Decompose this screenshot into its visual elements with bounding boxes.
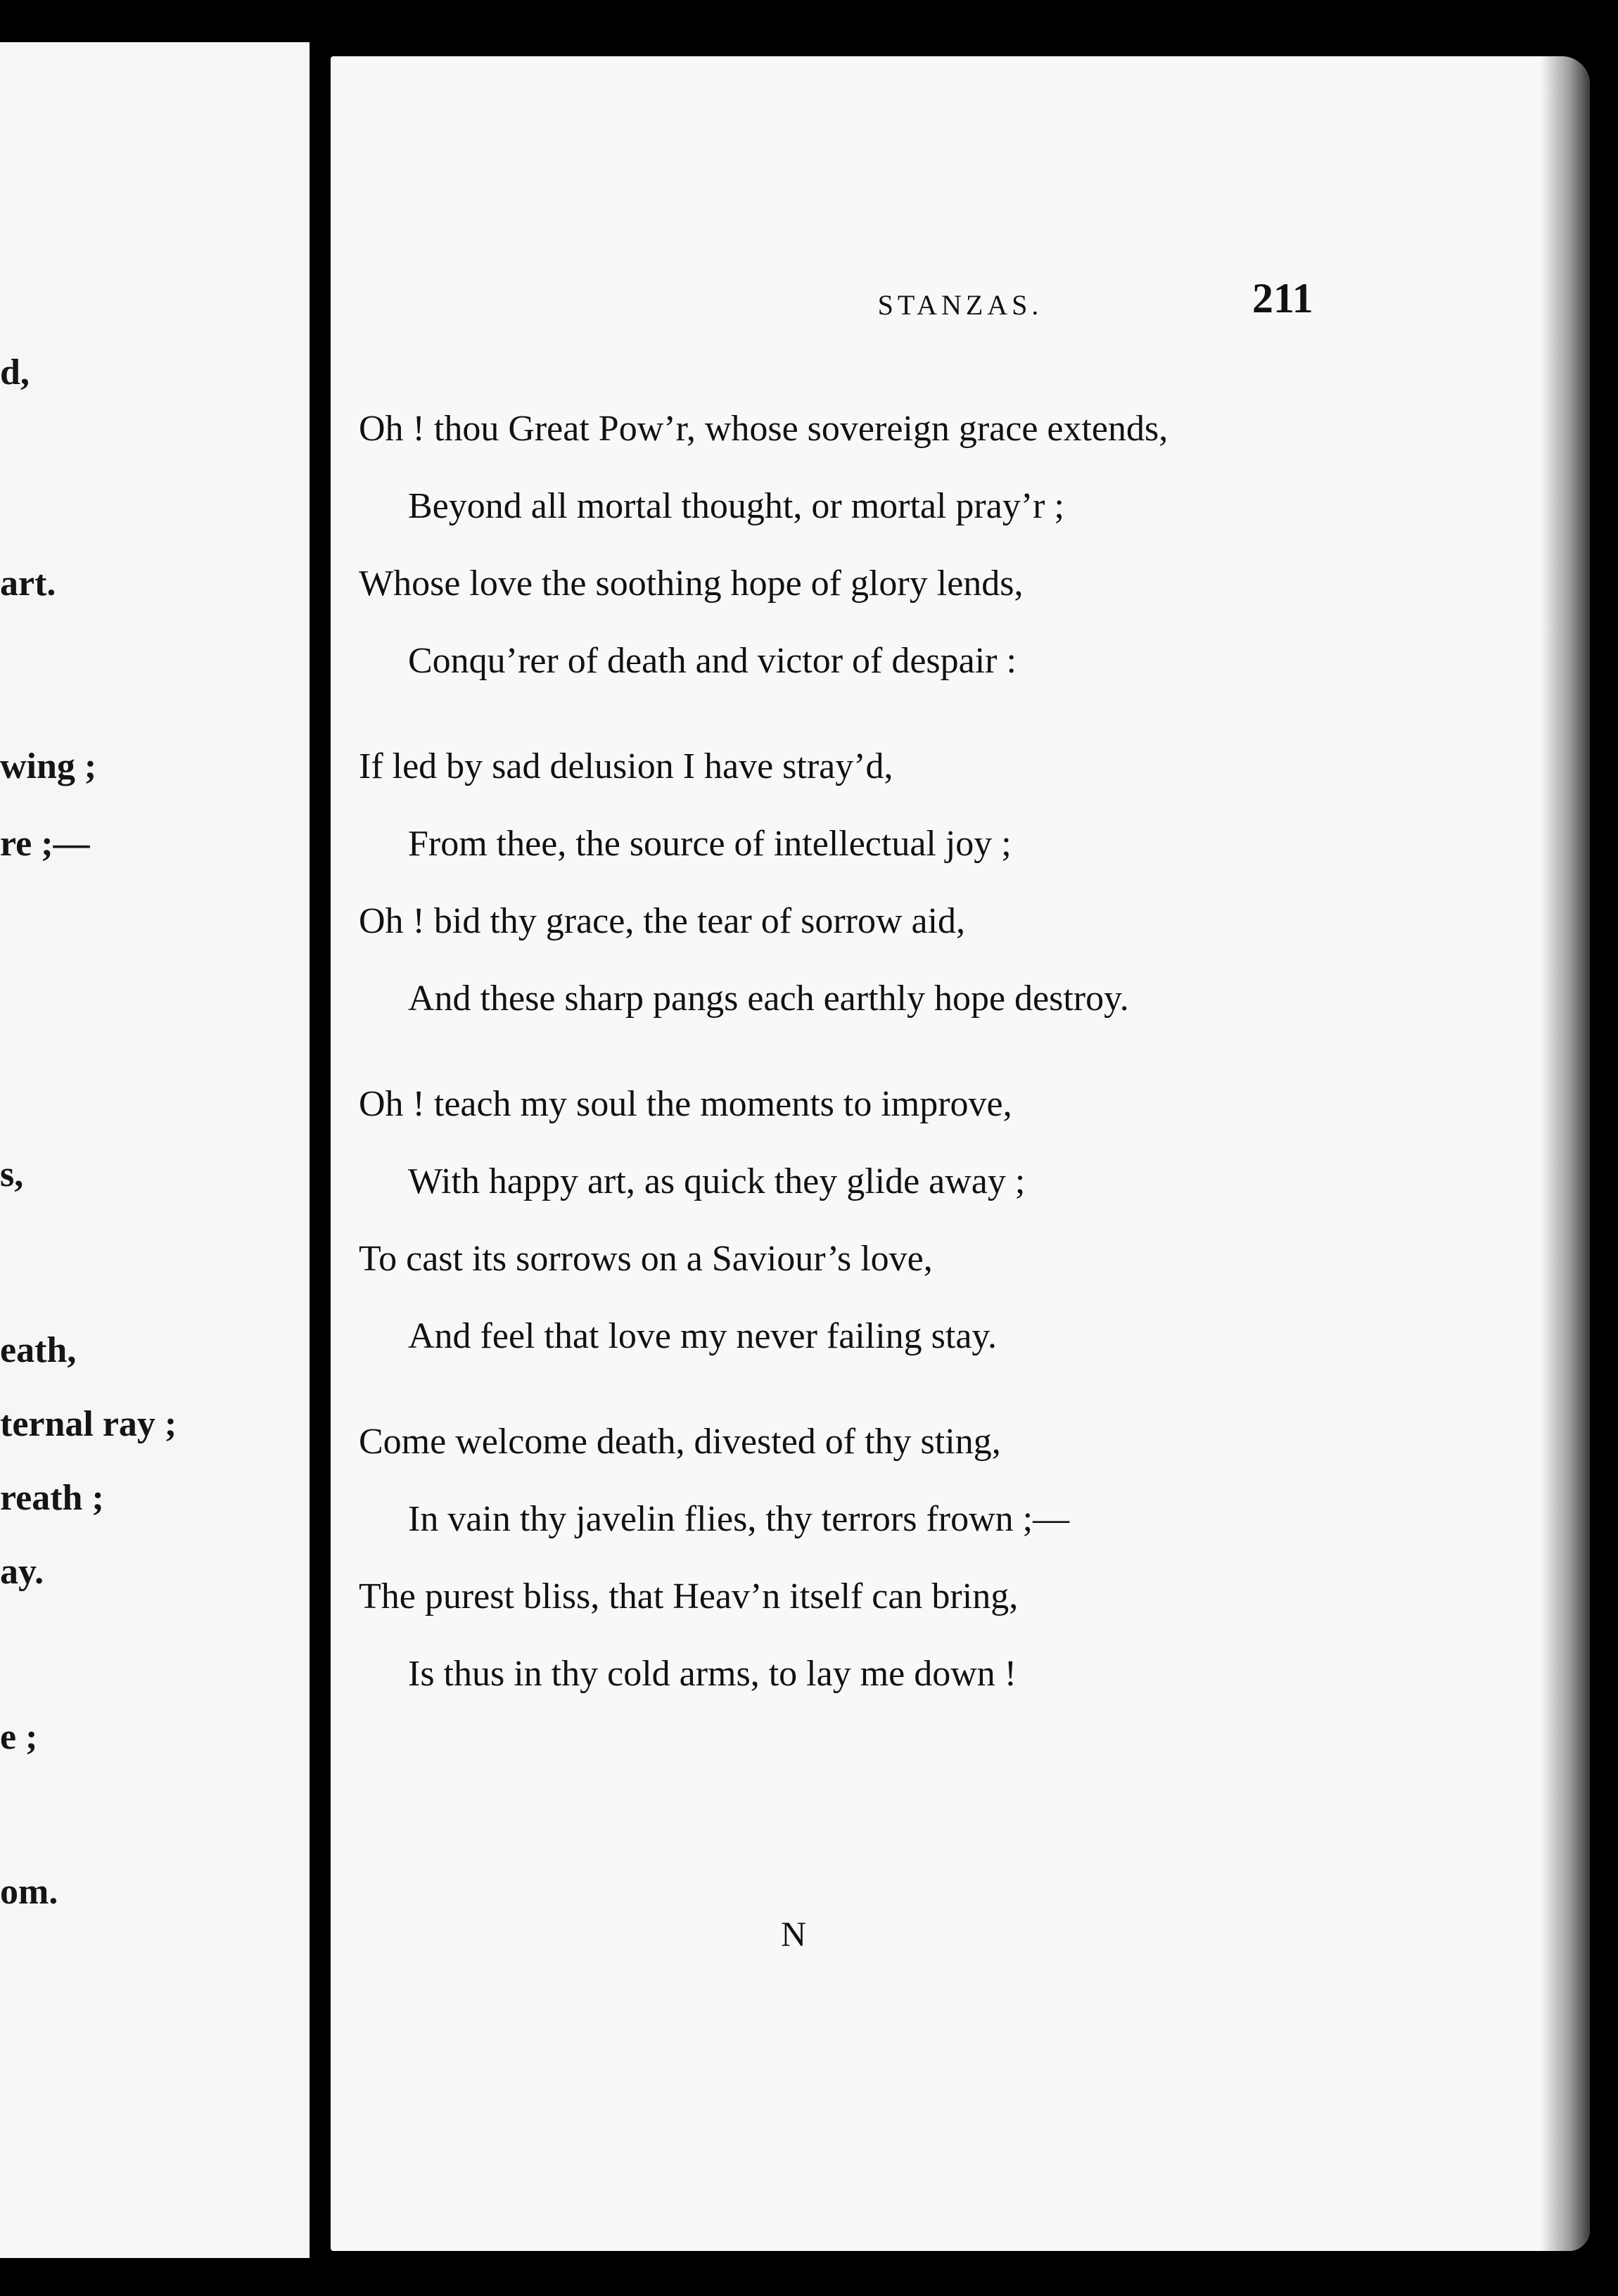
poem-line: To cast its sorrows on a Saviour’s love, <box>359 1239 933 1279</box>
poem-line: Oh ! teach my soul the moments to improve, <box>359 1084 1012 1124</box>
book-spine-gutter <box>310 28 331 2279</box>
poem-line: Come welcome death, divested of thy sting, <box>359 1422 1001 1462</box>
left-page-fragment: re ;— <box>0 824 90 864</box>
poem-line: Beyond all mortal thought, or mortal pray’r ; <box>408 486 1064 526</box>
poem-line: Conqu’rer of death and victor of despair : <box>408 641 1017 681</box>
poem-line: If led by sad delusion I have stray’d, <box>359 746 893 786</box>
poem-line: And feel that love my never failing stay. <box>408 1316 998 1356</box>
left-facing-page <box>0 42 310 2258</box>
signature-mark: N <box>781 1914 807 1953</box>
left-page-fragment: art. <box>0 563 56 604</box>
page-number: 211 <box>1252 275 1313 321</box>
poem-line: In vain thy javelin flies, thy terrors frown ;— <box>408 1499 1070 1539</box>
page-edge-shadow <box>1541 56 1590 2251</box>
poem-line: Whose love the soothing hope of glory lends, <box>359 563 1024 604</box>
poem-line: Is thus in thy cold arms, to lay me down ! <box>408 1654 1017 1694</box>
poem-line: The purest bliss, that Heav’n itself can bring, <box>359 1576 1019 1616</box>
left-page-fragment: e ; <box>0 1717 38 1757</box>
poem-line: With happy art, as quick they glide away ; <box>408 1161 1026 1201</box>
left-page-fragment: eath, <box>0 1330 77 1370</box>
left-page-fragment: ternal ray ; <box>0 1404 177 1444</box>
poem-line: Oh ! thou Great Pow’r, whose sovereign grace extends, <box>359 409 1168 449</box>
left-page-fragment: om. <box>0 1872 58 1912</box>
left-page-fragment: wing ; <box>0 746 97 786</box>
left-page-fragment: ay. <box>0 1552 44 1592</box>
left-page-fragment: d, <box>0 352 30 393</box>
left-page-fragment: reath ; <box>0 1478 104 1518</box>
poem-line: From thee, the source of intellectual joy ; <box>408 824 1012 864</box>
running-head: STANZAS. <box>877 289 1043 321</box>
poem-line: Oh ! bid thy grace, the tear of sorrow aid, <box>359 901 966 941</box>
poem-line: And these sharp pangs each earthly hope destroy. <box>408 978 1129 1019</box>
main-page <box>331 56 1590 2251</box>
left-page-fragment: s, <box>0 1154 24 1194</box>
